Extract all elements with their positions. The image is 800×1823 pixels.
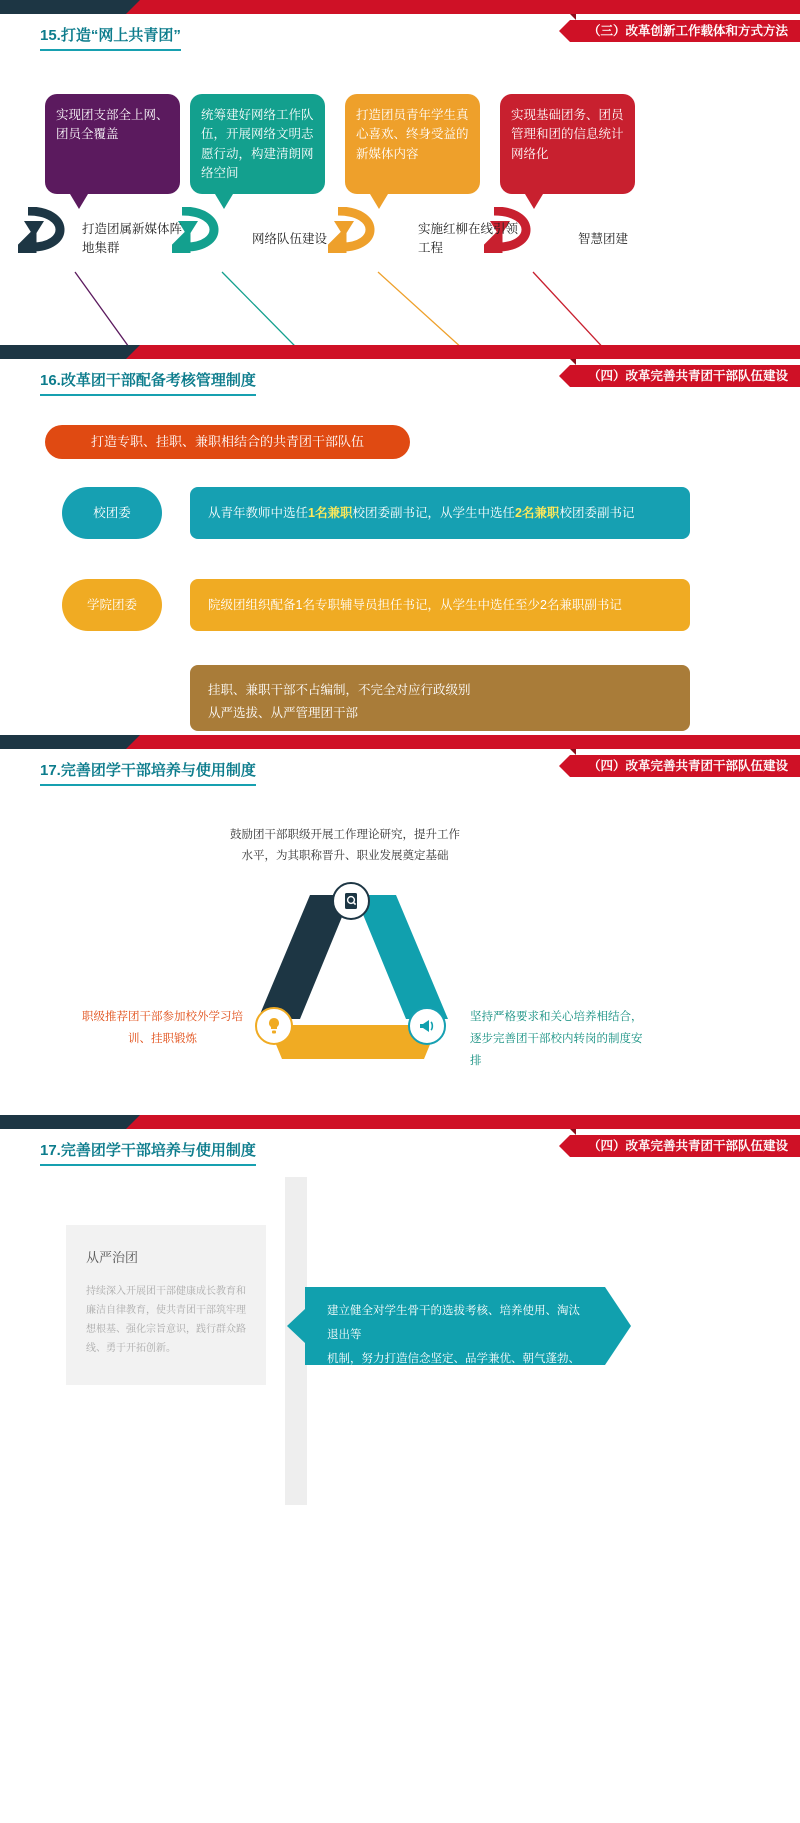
section-15-header xyxy=(0,14,800,62)
section-16-header xyxy=(0,359,800,407)
page-title-17a: 17.完善团学干部培养与使用制度 xyxy=(40,759,256,786)
page-title-16: 16.改革团干部配备考核管理制度 xyxy=(40,369,256,396)
card-title: 从严治团 xyxy=(86,1250,139,1265)
document-search-glyph xyxy=(341,891,361,911)
ribbon-label-17a xyxy=(570,755,800,777)
curved-arrow-icon-1 xyxy=(18,207,78,253)
section-16 xyxy=(0,345,800,735)
arrow-line-2: 机制，努力打造信念坚定、品学兼优、朝气蓬勃、心系同 xyxy=(327,1353,580,1390)
section-17b-body xyxy=(0,1177,800,1505)
bubble-3 xyxy=(345,94,480,194)
bubble-2 xyxy=(190,94,325,194)
lightbulb-icon xyxy=(255,1007,293,1045)
bubble-1-text: 实现团支部全上网、团员全覆盖 xyxy=(56,108,169,142)
band-dark-left xyxy=(0,1115,130,1129)
section-15-top-band xyxy=(0,0,800,14)
section-17b-top-band xyxy=(0,1115,800,1129)
band-red-right xyxy=(140,1115,800,1129)
sub-label-2: 网络队伍建设 xyxy=(252,232,328,246)
ribbon-label-17b xyxy=(570,1135,800,1157)
ribbon-notch xyxy=(570,1129,576,1135)
note-line-1: 挂职、兼职干部不占编制，不完全对应行政级别 xyxy=(208,683,471,697)
page-title-15: 15.打造“网上共青团” xyxy=(40,24,181,51)
ribbon-text-17a: （四）改革完善共青团干部队伍建设 xyxy=(587,759,788,773)
row-college-committee xyxy=(190,579,690,631)
megaphone-glyph xyxy=(417,1016,437,1036)
band-dark-left xyxy=(0,0,130,14)
section-16-body xyxy=(0,407,800,735)
megaphone-icon xyxy=(408,1007,446,1045)
page-title-17b: 17.完善团学干部培养与使用制度 xyxy=(40,1139,256,1166)
ribbon-text-15: （三）改革创新工作载体和方式方法 xyxy=(587,24,788,38)
band-dark-left xyxy=(0,345,130,359)
triangle-right-text: 坚持严格要求和关心培养相结合，逐步完善团干部校内转岗的制度安排 xyxy=(470,1011,643,1067)
bubble-4-text: 实现基础团务、团员管理和团的信息统计网络化 xyxy=(511,108,624,161)
sub-label-3: 实施红柳在线引领工程 xyxy=(418,222,519,255)
arrow-line-1: 建立健全对学生骨干的选拔考核、培养使用、淘汰退出等 xyxy=(327,1305,580,1342)
row-1-mid: 校团委副书记，从学生中选任 xyxy=(352,506,515,520)
triangle-top-text: 鼓励团干部职级开展工作理论研究，提升工作水平，为其职称晋升、职业发展奠定基础 xyxy=(230,829,460,862)
triangle-diagram xyxy=(0,797,800,1115)
bubble-1 xyxy=(45,94,180,194)
document-search-icon xyxy=(332,882,370,920)
bubble-2-text: 统筹建好网络工作队伍，开展网络文明志愿行动，构建清朗网络空间 xyxy=(201,108,314,181)
ribbon-text-17b: （四）改革完善共青团干部队伍建设 xyxy=(587,1139,788,1153)
pill-headline: 打造专职、挂职、兼职相结合的共青团干部队伍 xyxy=(45,425,410,459)
strict-governance-card xyxy=(66,1225,266,1385)
row-2-text: 院级团组织配备1名专职辅导员担任书记，从学生中选任至少2名兼职副书记 xyxy=(208,598,622,612)
band-red-right xyxy=(140,345,800,359)
sub-label-4: 智慧团建 xyxy=(578,232,629,246)
section-17a xyxy=(0,735,800,1115)
row-note xyxy=(190,665,690,731)
lightbulb-glyph xyxy=(264,1016,284,1036)
arrow-line-3: 学的学生骨干队伍 xyxy=(327,1401,419,1414)
ribbon-label-16 xyxy=(570,365,800,387)
note-line-2: 从严选拔、从严管理团干部 xyxy=(208,705,359,720)
band-red-right xyxy=(140,735,800,749)
band-dark-left xyxy=(0,735,130,749)
student-backbone-arrow xyxy=(305,1287,605,1414)
row-1-em-1: 1名兼职 xyxy=(308,506,353,520)
ribbon-label-15 xyxy=(570,20,800,42)
section-17b-header xyxy=(0,1129,800,1177)
section-15-body xyxy=(0,62,800,345)
section-16-top-band xyxy=(0,345,800,359)
ribbon-notch xyxy=(570,359,576,365)
section-17a-header xyxy=(0,749,800,797)
section-15 xyxy=(0,0,800,345)
card-body: 持续深入开展团干部健康成长教育和廉洁自律教育，使共青团干部筑牢理想根基、强化宗旨意识，践行群众路线、勇于开拓创新。 xyxy=(86,1286,246,1354)
oval-college-committee: 学院团委 xyxy=(62,579,162,631)
ribbon-notch xyxy=(570,14,576,20)
band-red-right xyxy=(140,0,800,14)
row-school-committee xyxy=(190,487,690,539)
row-1-pre: 从青年教师中选任 xyxy=(208,506,309,520)
ribbon-notch xyxy=(570,749,576,755)
bubble-4 xyxy=(500,94,635,194)
row-1-post: 校团委副书记 xyxy=(559,506,635,520)
row-1-em-2: 2名兼职 xyxy=(514,506,560,520)
ribbon-text-16: （四）改革完善共青团干部队伍建设 xyxy=(587,369,788,383)
section-17b xyxy=(0,1115,800,1505)
triangle-left-text: 职级推荐团干部参加校外学习培训、挂职锻炼 xyxy=(82,1011,243,1045)
bubble-3-text: 打造团员青年学生真心喜欢、终身受益的新媒体内容 xyxy=(356,108,469,161)
oval-school-committee: 校团委 xyxy=(62,487,162,539)
section-17a-body xyxy=(0,797,800,1115)
section-17a-top-band xyxy=(0,735,800,749)
sub-label-1: 打造团属新媒体阵地集群 xyxy=(82,222,183,255)
